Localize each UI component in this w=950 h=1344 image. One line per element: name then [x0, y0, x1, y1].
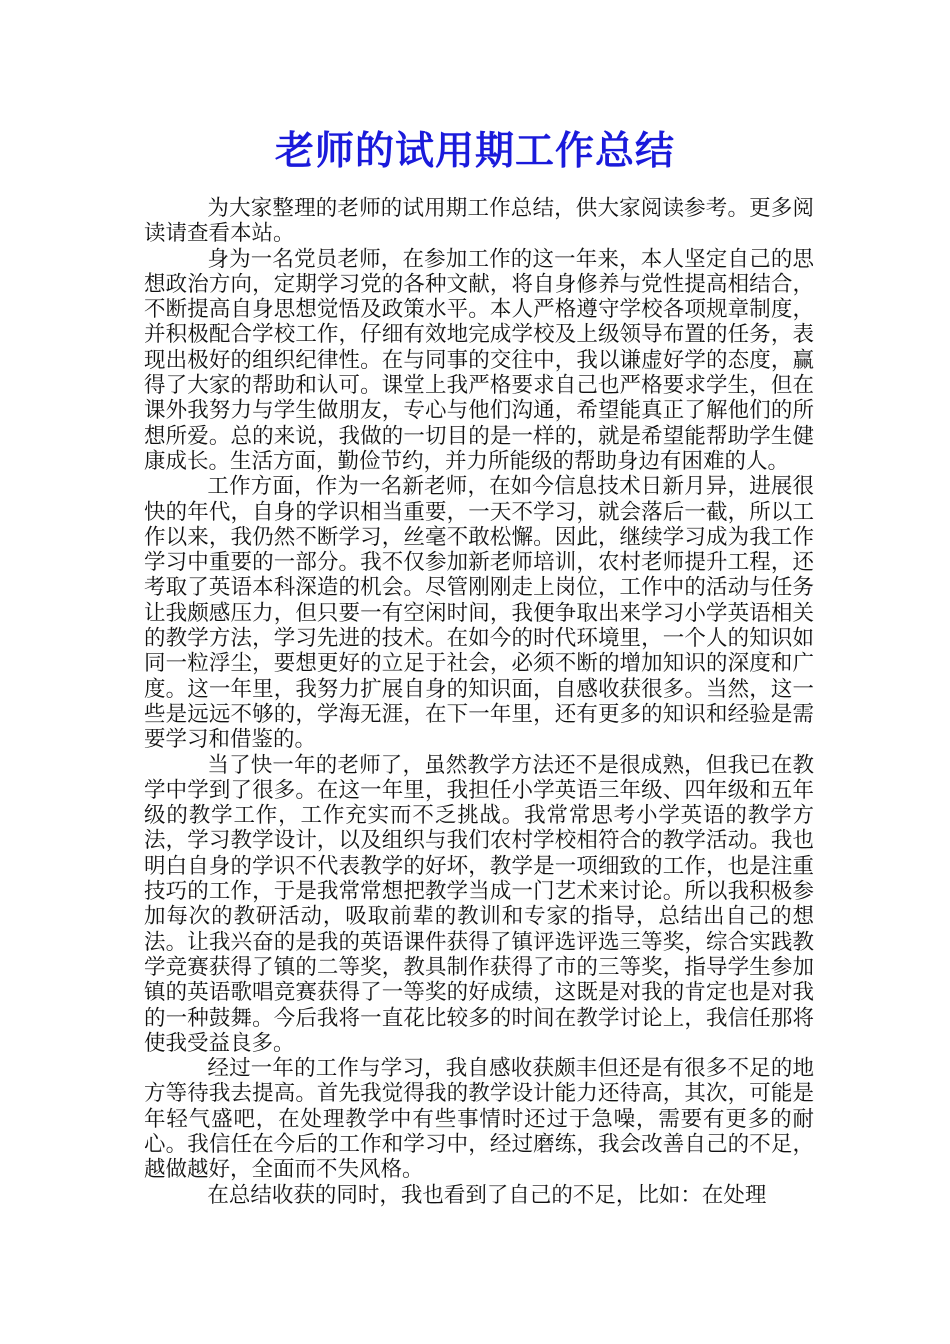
paragraph-work-study: 工作方面，作为一名新老师，在如今信息技术日新月异，进展很快的年代，自身的学识相当重要，一天不学习，就会落后一截，所以工作以来，我仍然不断学习，丝毫不敢松懈。因此，继续学习成为我工作学习中重要的一部分。我不仅参加新老师培训，农村老师提升工程，还考取了英语本科深造的机会。尽管刚刚走上岗位，工作中的活动与任务让我颇感压力，但只要一有空闲时间，我便争取出来学习小学英语相关的教学方法，学习先进的技术。在如今的时代环境里，一个人的知识如同一粒浮尘，要想更好的立足于社会，必须不断的增加知识的深度和广度。这一年里，我努力扩展自身的知识面，自感收获很多。当然，这一些是远远不够的，学海无涯，在下一年里，还有更多的知识和经验是需要学习和借鉴的。: [144, 474, 814, 753]
paragraph-shortcomings: 经过一年的工作与学习，我自感收获颇丰但还是有很多不足的地方等待我去提高。首先我觉得我的教学设计能力还待高，其次，可能是年轻气盛吧，在处理教学中有些事情时还过于急噪，需要有更多的耐心。我信任在今后的工作和学习中，经过磨练，我会改善自己的不足，越做越好，全面而不失风格。: [144, 1056, 814, 1183]
document-title: 老师的试用期工作总结: [274, 128, 675, 174]
paragraph-teaching: 当了快一年的老师了，虽然教学方法还不是很成熟，但我已在教学中学到了很多。在这一年里，我担任小学英语三年级、四年级和五年级的教学工作，工作充实而不乏挑战。我常常思考小学英语的教学方法，学习教学设计，以及组织与我们农村学校相符合的教学活动。我也明白自身的学识不代表教学的好坏，教学是一项细致的工作，也是注重技巧的工作，于是我常常想把教学当成一门艺术来讨论。所以我积极参加每次的教研活动，吸取前辈的教训和专家的指导，总结出自己的想法。让我兴奋的是我的英语课件获得了镇评选评选三等奖，综合实践教学竞赛获得了镇的二等奖，教具制作获得了市的三等奖，指导学生参加镇的英语歌唱竞赛获得了一等奖的好成绩，这既是对我的肯定也是对我的一种鼓舞。今后我将一直花比较多的时间在教学讨论上，我信任那将使我受益良多。: [144, 752, 814, 1056]
paragraph-closing: 在总结收获的同时，我也看到了自己的不足，比如：在处理: [207, 1182, 767, 1208]
paragraph-intro: 为大家整理的老师的试用期工作总结，供大家阅读参考。更多阅读请查看本站。: [144, 196, 814, 247]
paragraph-political: 身为一名党员老师，在参加工作的这一年来，本人坚定自己的思想政治方向，定期学习党的各种文献，将自身修养与党性提高相结合，不断提高自身思想觉悟及政策水平。本人严格遵守学校各项规章制度，并积极配合学校工作，仔细有效地完成学校及上级领导布置的任务，表现出极好的组织纪律性。在与同事的交往中，我以谦虚好学的态度，赢得了大家的帮助和认可。课堂上我严格要求自己也严格要求学生，但在课外我努力与学生做朋友，专心与他们沟通，希望能真正了解他们的所想所爱。总的来说，我做的一切目的是一样的，就是希望能帮助学生健康成长。生活方面，勤俭节约，并力所能级的帮助身边有困难的人。: [144, 246, 814, 474]
document-body: [144, 196, 814, 1208]
